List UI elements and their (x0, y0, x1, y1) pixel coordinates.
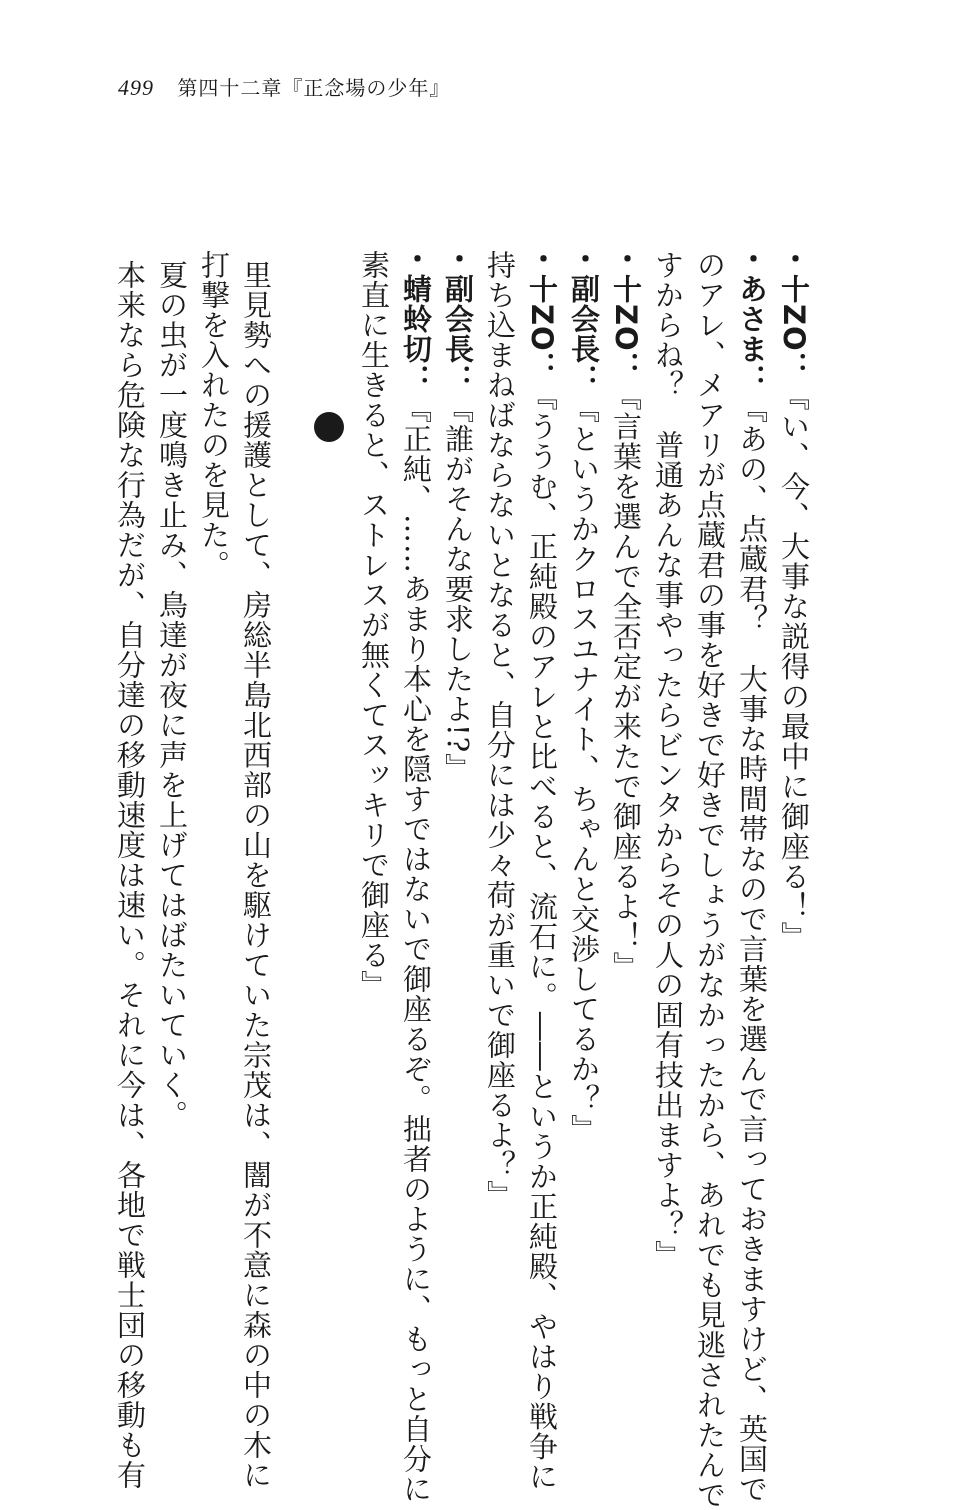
narration-line (152, 260, 192, 1130)
chat-text: 『あの、点蔵君？ 大事な時間帯なので言葉を選んで言っておきますけど、英国で (735, 394, 769, 1504)
speaker-name: ・蜻蛉切： (399, 244, 433, 394)
narration-line (194, 250, 234, 580)
chat-line (522, 244, 562, 1492)
chat-line-continued (354, 250, 394, 1000)
narration-line (110, 260, 150, 1490)
chat-line (774, 244, 814, 952)
chat-text: 『誰がそんな要求したよ!?』 (441, 394, 475, 784)
chat-text: 『言葉を選んで全否定が来たで御座るよ！』 (609, 381, 643, 982)
chat-line (396, 244, 436, 1504)
chat-line-continued (480, 250, 520, 1210)
chapter-title: 第四十二章『正念場の少年』 (177, 76, 451, 100)
section-break-dot (314, 412, 344, 442)
chat-text: 『い、今、大事な説得の最中に御座る！』 (777, 381, 811, 952)
chat-text: すからね？ 普通あんな事やったらビンタからその人の固有技出ますよ？』 (651, 250, 685, 1270)
chat-line (606, 244, 646, 982)
speaker-name: ・十ZO： (777, 244, 811, 382)
speaker-name: ・副会長： (441, 244, 475, 394)
chat-text: 素直に生きると、ストレスが無くてスッキリで御座る』 (357, 250, 391, 1000)
narration-text: 打撃を入れたのを見た。 (197, 250, 231, 580)
narration-text: 里見勢への援護として、房総半島北西部の山を駆けていた宗茂は、闇が不意に森の中の木に (239, 260, 273, 1490)
chat-line (564, 244, 604, 1144)
chat-text: のアレ、メアリが点蔵君の事を好きで好きでしょうがなかったから、あれでも見逃されたんで (693, 250, 727, 1510)
chat-line-continued (690, 250, 730, 1510)
chat-text: 『ううむ、正純殿のアレと比べると、流石に。――というか正純殿、やはり戦争に (525, 381, 559, 1492)
chat-line-continued (648, 250, 688, 1270)
chat-text: 『というかクロスユナイト、ちゃんと交渉してるか？』 (567, 394, 601, 1144)
speaker-name: ・十ZO： (609, 244, 643, 382)
narration-text: 夏の虫が一度鳴き止み、鳥達が夜に声を上げてはばたいていく。 (155, 260, 189, 1130)
chat-text: 持ち込まねばならないとなると、自分には少々荷が重いで御座るよ？』 (483, 250, 517, 1210)
chat-line (732, 244, 772, 1504)
page-number: 499 (118, 75, 154, 100)
narration-text: 本来なら危険な行為だが、自分達の移動速度は速い。それに今は、各地で戦士団の移動も有 (113, 260, 147, 1490)
page-header (118, 72, 450, 101)
speaker-name: ・あさま： (735, 244, 769, 394)
chat-text: 『正純、……あまり本心を隠すではないで御座るぞ。拙者のように、もっと自分に (399, 394, 433, 1504)
chat-line (438, 244, 478, 783)
speaker-name: ・副会長： (567, 244, 601, 394)
narration-line (236, 260, 276, 1490)
speaker-name: ・十ZO： (525, 244, 559, 382)
